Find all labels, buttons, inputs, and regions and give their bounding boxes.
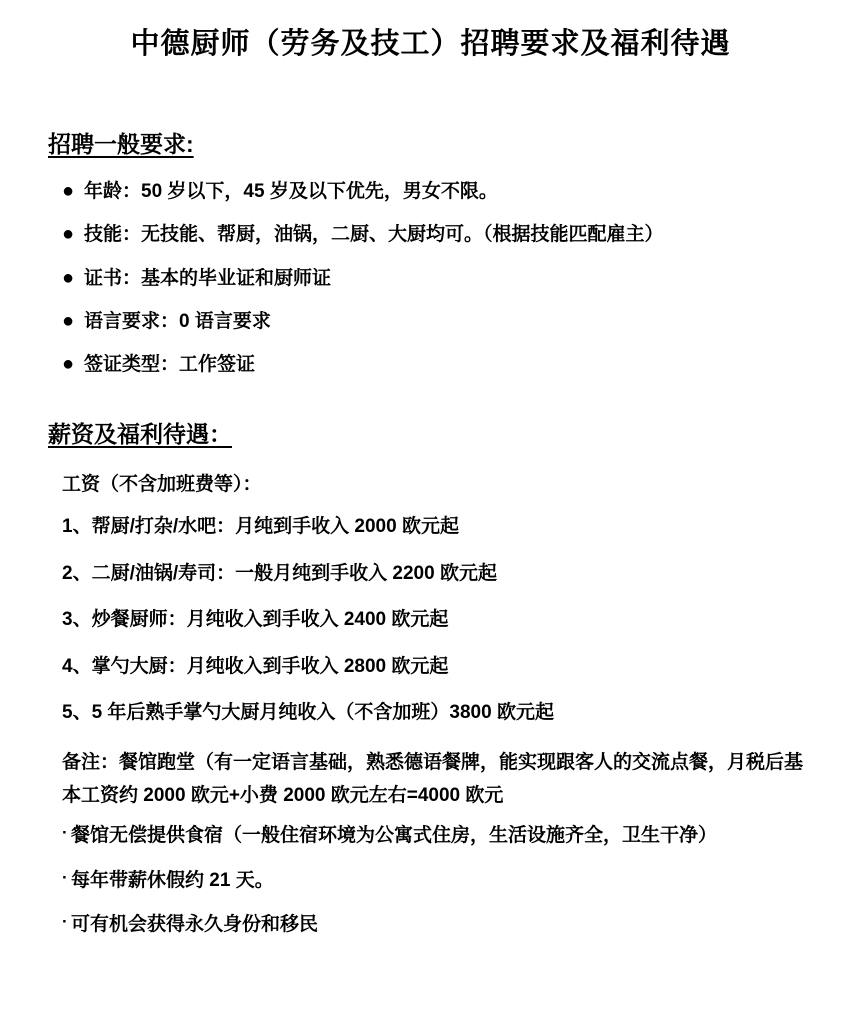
list-item — [62, 822, 821, 851]
page-title: 中德厨师（劳务及技工）招聘要求及福利待遇 — [130, 28, 731, 60]
bullet-icon: ● — [62, 223, 75, 246]
list-item: 2、二厨/油锅/寿司：一般月纯到手收入 2200 欧元起 — [62, 562, 497, 584]
bullet-icon: · — [62, 867, 68, 887]
list-item — [62, 867, 821, 896]
list-item — [62, 307, 821, 336]
section-heading-salary: 薪资及福利待遇： — [48, 420, 232, 447]
list-item-text: 签证类型：工作签证 — [84, 354, 256, 376]
list-item-text: 语言要求：0 语言要求 — [84, 311, 271, 332]
list-item: 3、炒餐厨师：月纯收入到手收入 2400 欧元起 — [62, 609, 449, 631]
list-item: 1、帮厨/打杂/水吧：月纯到手收入 2000 欧元起 — [62, 516, 459, 538]
bullet-icon: ● — [62, 179, 75, 202]
section-heading-requirements: 招聘一般要求: — [48, 130, 194, 157]
list-item — [62, 177, 821, 206]
list-item — [62, 350, 821, 379]
list-item: 5、5 年后熟手掌勺大厨月纯收入（不含加班）3800 欧元起 — [62, 702, 554, 724]
bullet-icon: ● — [62, 310, 75, 332]
salary-list — [48, 513, 821, 728]
bullet-icon: · — [62, 912, 68, 932]
list-item-text: 年龄：50 岁以下，45 岁及以下优先，男女不限。 — [84, 180, 498, 202]
list-item-text: 证书：基本的毕业证和厨师证 — [84, 267, 332, 289]
bullet-icon: ● — [62, 353, 75, 376]
bullet-icon: ● — [62, 266, 75, 289]
list-item: 4、掌勺大厨：月纯收入到手收入 2800 欧元起 — [62, 655, 449, 677]
salary-intro-text: 工资（不含加班费等）： — [62, 473, 262, 495]
section-recruitment-requirements — [48, 126, 821, 380]
list-item-text: 餐馆无偿提供食宿（一般住宿环境为公寓式住房，生活设施齐全，卫生干净） — [71, 825, 718, 847]
list-item — [62, 911, 821, 940]
requirements-list — [48, 177, 821, 380]
bullet-icon: · — [62, 823, 68, 843]
list-item — [62, 264, 821, 293]
list-item-text: 可有机会获得永久身份和移民 — [71, 914, 319, 936]
list-item-text: 每年带薪休假约 21 天。 — [71, 869, 274, 891]
salary-note: 备注：餐馆跑堂（有一定语言基础，熟悉德语餐牌，能实现跟客人的交流点餐，月税后基本工资约 2000 欧元+小费 2000 欧元左右=4000 欧元 — [62, 751, 804, 807]
list-item-text: 技能：无技能、帮厨，油锅，二厨、大厨均可。（根据技能匹配雇主） — [84, 224, 664, 246]
benefits-list — [48, 822, 821, 940]
list-item — [62, 220, 821, 249]
section-salary-benefits — [48, 416, 821, 940]
